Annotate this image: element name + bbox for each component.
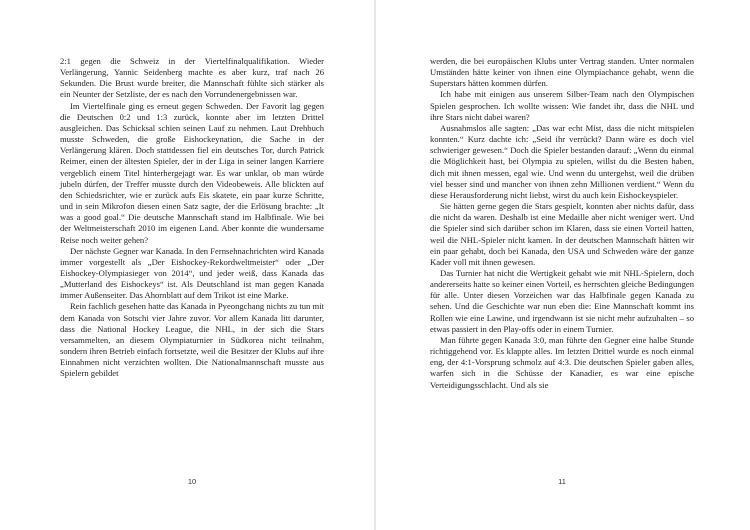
right-page [376,0,750,530]
paragraph: Ich habe mit einigen aus unserem Silber-Team nach den Olympischen Spielen gesprochen. Ich wollte wissen: Wie fandet ihr, dass die NHL und ihre Stars nicht dabei waren? [430,89,694,122]
left-page-body [60,56,324,380]
paragraph: Sie hätten gerne gegen die Stars gespielt, konnten aber nichts dafür, dass die nicht da waren. Deshalb ist eine Medaille aber nicht weniger wert. Und die Spieler sind sich darüber schon im Klaren, dass sie einen Vorteil hatten, weil die NHL-Spieler nicht kamen. In der deutschen Mannschaft hätten wir ein paar gehabt, doch bei Kanada, den USA und Schweden wäre der ganze Kader voll mit ihnen gewesen. [430,201,694,267]
paragraph: Ausnahmslos alle sagten: „Das war echt Mist, dass die nicht mitspielen konnten.“ Kurz dachte ich: „Seid ihr verrückt? Dann wäre es doch viel schwieriger gewesen.“ Doch die Spieler bestanden darauf: „Wenn du einmal die Möglichkeit hast, bei Olympia zu spielen, willst du die Besten haben, dich mit ihnen messen, egal wie. Und wenn du untergehst, weil die drüben viel besser sind und mancher von ihnen zehn Millionen verdient.“ Wenn du diese Herausforderung nicht liebst, wirst du auch kein Eishockeyspieler. [430,122,694,200]
paragraph: Das Turnier hat nicht die Wertigkeit gehabt wie mit NHL-Spielern, doch andererseits hatte so keiner einen Vorteil, es herrschten gleiche Bedingungen für alle. Unter diesen Vorzeichen war das Halbfinale gegen Kanada zu sehen. Und die Geschichte war nun eben die: Eine Mannschaft kommt ins Rollen wie eine Lawine, und irgendwann ist sie nicht mehr aufzuhalten – so etwas passiert in den Play-offs oder in einem Turnier. [430,267,694,334]
left-page [0,0,374,530]
paragraph: Rein fachlich gesehen hatte das Kanada in Pyeongchang nichts zu tun mit dem Kanada von Sotschi vier Jahre zuvor. Vor allem Kanada litt darunter, dass die National Hockey League, die NHL, in der sich die Stars versammelten, an diesem Olympiaturnier in Südkorea nicht teilnahm, sondern ihren Betrieb einfach fortsetzte, weil die Besitzer der Klubs auf ihre Einnahmen nicht verzichten wollten. Die Nationalmannschaft musste aus Spielern gebildet [60,301,324,379]
paragraph: 2:1 gegen die Schweiz in der Viertelfinalqualifikation. Wieder Verlängerung, Yannic Seidenberg machte es aber kurz, traf nach 26 Sekunden. Die Brust wurde breiter, die Mannschaft fühlte sich stärker als ein Neunter der Setzliste, der es nach den Vorrundenergebnissen war. [60,56,324,100]
right-page-body [430,56,694,391]
page-number: 10 [187,477,197,486]
paragraph: werden, die bei europäischen Klubs unter Vertrag standen. Unter normalen Umständen hätte keiner von ihnen eine Olympiachance gehabt, wenn die Superstars hätten kommen dürfen. [430,56,694,89]
paragraph: Im Viertelfinale ging es erneut gegen Schweden. Der Favorit lag gegen die Deutschen 0:2 und 1:3 zurück, konnte aber im letzten Drittel ausgleichen. Das Schicksal schien seinen Lauf zu nehmen. Laut Drehbuch musste Schweden, die große Eishockeynation, die Sache in der Verlängerung klären. Doch stattdessen fiel ein deutsches Tor, durch Patrick Reimer, einen der ältesten Spieler, der in der Liga in seiner langen Karriere vergeblich einem Titel hinterhergejagt war. Es war unklar, ob man würde jubeln dürfen, der Treffer musste durch den Videobeweis. Alle blickten auf den Schiedsrichter, wie er zurück aufs Eis skatete, ein paar kurze Schritte, und in sein Mikrofon diesen einen Satz sagte, der die Erlösung brachte: „It was a good goal.“ Die deutsche Mannschaft stand im Halbfinale. Wie bei der Weltmeisterschaft 2010 im eigenen Land. Aber konnte die wundersame Reise noch weiter gehen? [60,100,324,245]
paragraph: Der nächste Gegner war Kanada. In den Fernsehnachrichten wird Kanada immer vorgestellt als „Der Eishockey-Rekordweltmeister“ oder „Der Eishockey-Olympiasieger von 2014“, und jeder weiß, dass Kanada das „Mutterland des Eishockeys“ ist. Als Deutschland ist man gegen Kanada immer Außenseiter. Das Ahornblatt auf dem Trikot ist eine Marke. [60,245,324,301]
paragraph: Man führte gegen Kanada 3:0, man führte den Gegner eine halbe Stunde richtiggehend vor. Es klappte alles. Im letzten Drittel wurde es noch einmal eng, der 4:1-Vorsprung schmolz auf 4:3. Die deutschen Spieler gaben alles, warfen sich in die Schüsse der Kanadier, es war eine epische Verteidigungsschlacht. Und als sie [430,334,694,390]
page-number: 11 [558,477,566,486]
